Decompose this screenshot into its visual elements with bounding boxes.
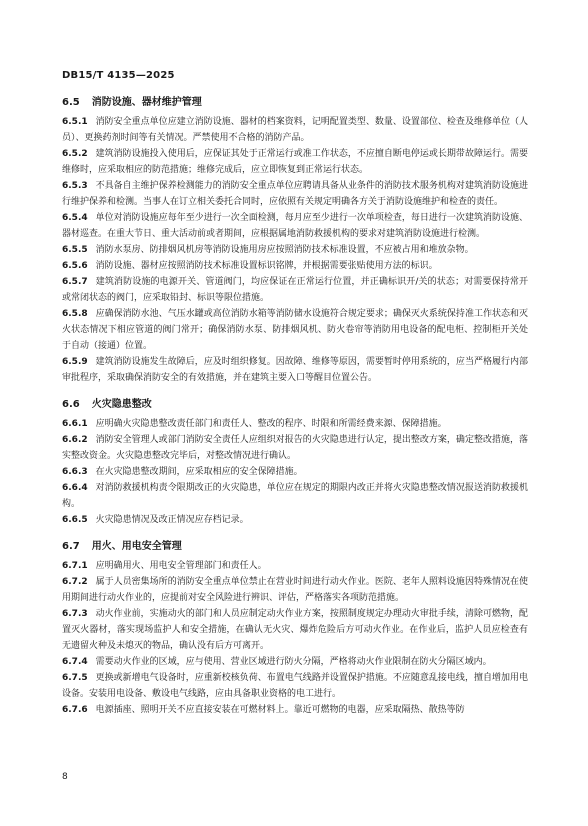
section-title (62, 96, 528, 110)
clause (62, 558, 528, 574)
clause (62, 210, 528, 242)
clause-text: 消防安全管理人或部门消防安全责任人应组织对报告的火灾隐患进行认定，提出整改方案，确定整改措施，落实整改资金。火灾隐患整改完毕后，对整改情况进行确认。 (62, 435, 528, 461)
clause-text: 对消防救援机构责令限期改正的火灾隐患，单位应在规定的期限内改正并将火灾隐患整改情况报送消防救援机构。 (62, 483, 528, 509)
clause (62, 702, 528, 718)
section-6-6 (62, 386, 528, 528)
clause-number: 6.6.5 (62, 515, 88, 525)
clause-text: 应明确火灾隐患整改责任部门和责任人、整改的程序、时限和所需经费来源、保障措施。 (95, 419, 447, 429)
clause (62, 242, 528, 258)
clause (62, 480, 528, 512)
section-number: 6.7 (62, 541, 80, 552)
clause-text: 应确保消防水池、气压水罐或高位消防水箱等消防储水设施符合规定要求；确保灭火系统保持准工作状态和灭火状态情况下相应管道的阀门常开；确保消防水泵、防排烟风机、防火卷帘等消防用电设备的配电柜、控制柜开关处于自动（接通）位置。 (62, 309, 528, 351)
clause-text: 建筑消防设施的电源开关、管道阀门，均应保证在正常运行位置，并正确标识开/关的状态；对需要保持常开或常闭状态的阀门，应采取铅封、标识等限位措施。 (62, 277, 528, 303)
section-gap (62, 528, 528, 534)
clause-number: 6.6.2 (62, 435, 88, 445)
page-number: 8 (62, 772, 68, 782)
clause-text: 需要动火作业的区域，应与使用、营业区域进行防火分隔，严格将动火作业限制在防火分隔区域内。 (95, 657, 492, 667)
section-6-7 (62, 528, 528, 718)
clause-text: 电源插座、照明开关不应直接安装在可燃材料上。靠近可燃物的电器，应采取隔热、散热等防 (95, 705, 465, 715)
clause (62, 574, 528, 606)
section-heading: 火灾隐患整改 (91, 399, 152, 410)
clause-text: 应明确用火、用电安全管理部门和责任人。 (95, 561, 267, 571)
clause-number: 6.6.1 (62, 419, 88, 429)
clause-number: 6.5.4 (62, 213, 88, 223)
section-6-5 (62, 96, 528, 386)
section-number: 6.5 (62, 97, 80, 108)
clause (62, 512, 528, 528)
clause (62, 178, 528, 210)
clause-number: 6.5.8 (62, 309, 88, 319)
clause-number: 6.7.5 (62, 673, 88, 683)
clause (62, 274, 528, 306)
clause-number: 6.5.2 (62, 149, 88, 159)
clause-number: 6.5.6 (62, 261, 88, 271)
clause-number: 6.6.3 (62, 467, 88, 477)
clause-text: 消防安全重点单位应建立消防设施、器材的档案资料，记明配置类型、数量、设置部位、检查及维修单位（人员）、更换药剂时间等有关情况。严禁使用不合格的消防产品。 (62, 117, 528, 143)
section-gap (62, 386, 528, 392)
clause-number: 6.7.1 (62, 561, 88, 571)
section-title (62, 540, 528, 554)
document-body (62, 90, 528, 718)
clause (62, 432, 528, 464)
clause (62, 464, 528, 480)
section-title (62, 398, 528, 412)
clause (62, 306, 528, 354)
clause (62, 416, 528, 432)
clause (62, 354, 528, 386)
clause (62, 258, 528, 274)
clause-text: 消防水泵房、防排烟风机房等消防设施用房应按照消防技术标准设置，不应被占用和堆放杂物。 (95, 245, 474, 255)
clause-number: 6.5.7 (62, 277, 88, 287)
clause-number: 6.5.3 (62, 181, 88, 191)
clause-text: 火灾隐患情况及改正情况应存档记录。 (95, 515, 249, 525)
clause-number: 6.5.9 (62, 357, 88, 367)
clause-text: 动火作业前，实施动火的部门和人员应制定动火作业方案，按照制度规定办理动火审批手续，清除可燃物，配置灭火器材，落实现场监护人和安全措施，在确认无火灾、爆炸危险后方可动火作业。在作业后，监护人员应检查有无遗留火种及未熄灭的物品，确认没有后方可离开。 (62, 609, 528, 651)
section-heading: 消防设施、器材维护管理 (91, 97, 202, 108)
clause-number: 6.5.1 (62, 117, 88, 127)
clause-text: 建筑消防设施投入使用后，应保证其处于正常运行或准工作状态，不应擅自断电停运或长期带故障运行。需要维修时，应采取相应的防范措施；维修完成后，应立即恢复到正常运行状态。 (62, 149, 528, 175)
clause-text: 消防设施、器材应按照消防技术标准设置标识铭牌，并根据需要张贴使用方法的标识。 (95, 261, 438, 271)
clause-text: 不具备自主维护保养检测能力的消防安全重点单位应聘请具备从业条件的消防技术服务机构对建筑消防设施进行维护保养和检测。当事人在订立相关委托合同时，应依照有关规定明确各方关于消防设施维护和检查的责任。 (62, 181, 528, 207)
clause-text: 单位对消防设施应每年至少进行一次全面检测，每月应至少进行一次单项检查，每日进行一次建筑消防设施、器材巡查。在重大节日、重大活动前或者期间，应根据属地消防救援机构的要求对建筑消防设施进行检测。 (62, 213, 528, 239)
clause-text: 建筑消防设施发生故障后，应及时组织修复。因故障、维修等原因，需要暂时停用系统的，应当严格履行内部审批程序，采取确保消防安全的有效措施，并在建筑主要入口等醒目位置公告。 (62, 357, 528, 383)
clause (62, 146, 528, 178)
clause-number: 6.7.2 (62, 577, 88, 587)
clause-text: 更换或新增电气设备时，应重新校核负荷、布置电气线路并设置保护措施。不应随意乱接电线，擅自增加用电设备。安装用电设备、敷设电气线路，应由具备职业资格的电工进行。 (62, 673, 528, 699)
clause (62, 670, 528, 702)
clause-number: 6.5.5 (62, 245, 88, 255)
document-header: DB15/T 4135—2025 (62, 70, 175, 81)
section-heading: 用火、用电安全管理 (91, 541, 182, 552)
clause-text: 在火灾隐患整改期间，应采取相应的安全保障措施。 (95, 467, 303, 477)
clause-text: 属于人员密集场所的消防安全重点单位禁止在营业时间进行动火作业。医院、老年人照料设施因特殊情况在使用期间进行动火作业的，应提前对安全风险进行辨识、评估，严格落实各项防范措施。 (62, 577, 528, 603)
clause (62, 114, 528, 146)
clause (62, 654, 528, 670)
clause-number: 6.7.4 (62, 657, 88, 667)
clause-number: 6.6.4 (62, 483, 88, 493)
clause-number: 6.7.3 (62, 609, 88, 619)
clause (62, 606, 528, 654)
clause-number: 6.7.6 (62, 705, 88, 715)
section-number: 6.6 (62, 399, 80, 410)
